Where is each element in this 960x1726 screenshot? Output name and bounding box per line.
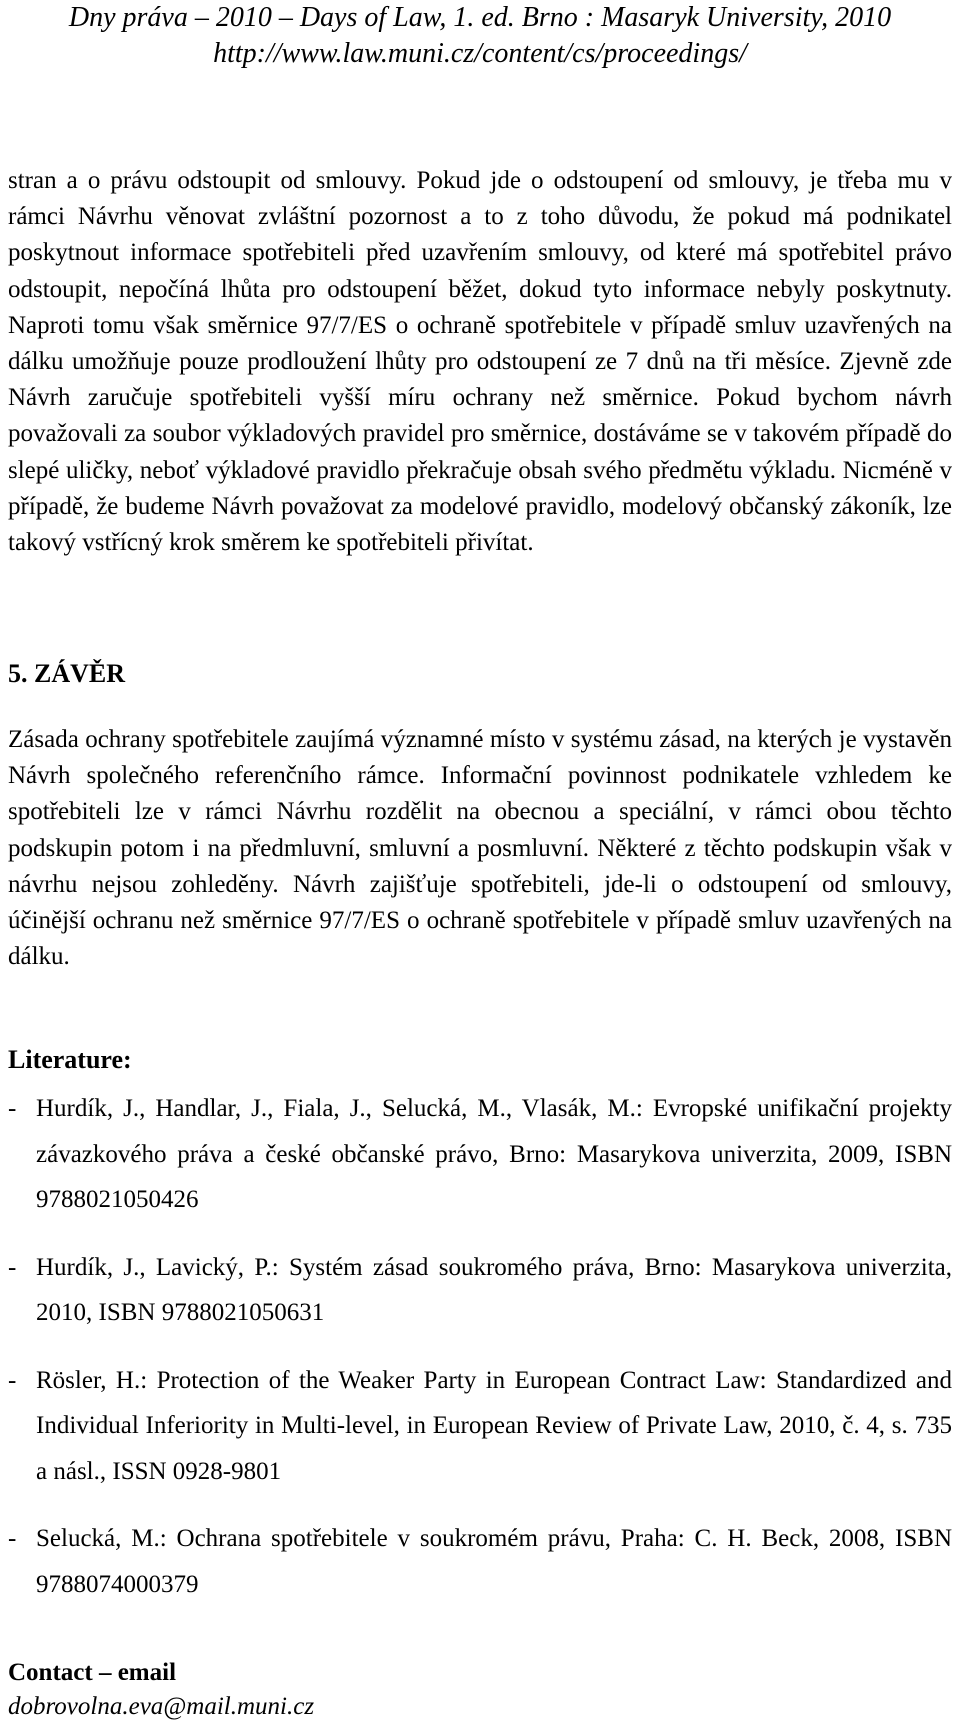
conclusion-paragraph: [8, 722, 952, 975]
reference-item: [8, 1245, 952, 1336]
reference-text: Hurdík, J., Handlar, J., Fiala, J., Selucká, M., Vlasák, M.: Evropské unifikační projekty závazkového práva a české občanské právo, Brno: Masarykova univerzita, 2009, ISBN 9788021050426: [36, 1095, 952, 1213]
reference-text: Selucká, M.: Ochrana spotřebitele v soukromém právu, Praha: C. H. Beck, 2008, ISBN 9788074000379: [36, 1525, 952, 1598]
reference-item: [8, 1516, 952, 1607]
header-url[interactable]: http://www.law.muni.cz/content/cs/proceedings/: [213, 38, 747, 69]
list-dash: -: [8, 1253, 17, 1281]
reference-text: Hurdík, J., Lavický, P.: Systém zásad soukromého práva, Brno: Masarykova univerzita, 2010, ISBN 9788021050631: [36, 1253, 952, 1326]
list-dash: -: [8, 1525, 17, 1552]
list-dash: -: [8, 1095, 17, 1122]
body-paragraph-continued: [8, 163, 952, 561]
literature-heading: Literature:: [8, 1045, 132, 1074]
reference-item: [8, 1358, 952, 1495]
header-publication-line: Dny práva – 2010 – Days of Law, 1. ed. Brno : Masaryk University, 2010: [68, 2, 892, 33]
reference-text: Rösler, H.: Protection of the Weaker Party in European Contract Law: Standardized and Individual Inferiority in Multi-level, in European Review of Private Law, 2010, č. 4, s. 735 a násl., ISSN 0928-9801: [36, 1366, 952, 1485]
paragraph-text: Zásada ochrany spotřebitele zaujímá významné místo v systému zásad, na kterých je vystavěn Návrh společného referenčního rámce. Informační povinnost podnikatele vzhledem ke spotřebiteli lze v rámci Návrhu rozdělit na obecnou a speciální, v rámci obou těchto podskupin potom i na předmluvní, smluvní a posmluvní. Některé z těchto podskupin však v návrhu nejsou zohleděny. Návrh zajišťuje spotřebiteli, jde-li o odstoupení od smlouvy, účinější ochranu než směrnice 97/7/ES o ochraně spotřebitele v případě smluv uzavřených na dálku.: [8, 726, 952, 971]
contact-heading: Contact – email: [8, 1659, 177, 1686]
reference-list: [8, 1086, 952, 1629]
paragraph-text: stran a o právu odstoupit od smlouvy. Pokud jde o odstoupení od smlouvy, je třeba mu v rámci Návrhu věnovat zvláštní pozornost a to z toho důvodu, že pokud má podnikatel poskytnout informace spotřebiteli před uzavřením smlouvy, od které má spotřebitel právo odstoupit, nepočíná lhůta pro odstoupení běžet, dokud tyto informace nebyly poskytnuty. Naproti tomu však směrnice 97/7/ES o ochraně spotřebitele v případě smluv uzavřených na dálku umožňuje pouze prodloužení lhůty pro odstoupení ze 7 dnů na tři měsíce. Zjevně zde Návrh zaručuje spotřebiteli vyšší míru ochrany než směrnice. Pokud bychom návrh považovali za soubor výkladových pravidel pro směrnice, dostáváme se v takovém případě do slepé uličky, neboť výkladové pravidlo překračuje obsah svého předmětu výkladu. Nicméně v případě, že budeme Návrh považovat za modelové pravidlo, modelový občanský zákoník, lze takový vstřícný krok směrem ke spotřebiteli přivítat.: [8, 167, 952, 557]
contact-email[interactable]: dobrovolna.eva@mail.muni.cz: [8, 1693, 315, 1720]
section-heading-conclusion: 5. ZÁVĚR: [8, 659, 126, 688]
list-dash: -: [8, 1366, 17, 1394]
reference-item: [8, 1086, 952, 1223]
page-header: [0, 0, 960, 72]
